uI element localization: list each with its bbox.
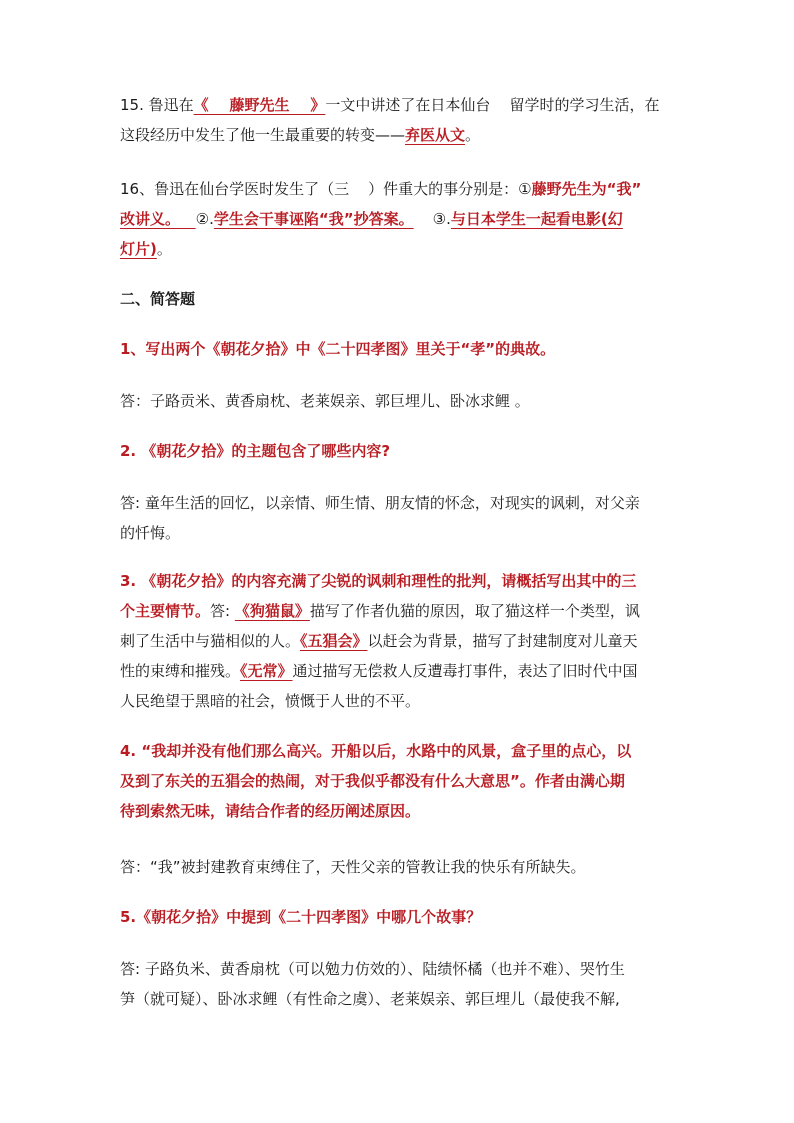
q15-line-2 — [120, 120, 676, 150]
q15-line2-end: 。 — [465, 126, 481, 144]
fill-question-15 — [120, 90, 676, 150]
q15-middle-text: 一文中讲述了在日本仙台 留学时的学习生活，在 — [325, 96, 660, 114]
sa3-desc-1a: 描写了作者仇猫的原因，取了猫这样一个类型，讽 — [309, 602, 640, 620]
section-heading: 二、简答题 — [120, 290, 196, 308]
q16-answer-3b: 灯片) — [120, 240, 157, 258]
q15-line-1 — [120, 90, 676, 120]
q15-answer-work-title: 《 藤野先生 》 — [193, 96, 326, 114]
sa4-question-line-1: 4. “我却并没有他们那么高兴。开船以后，水路中的风景，盒子里的点心，以 — [120, 742, 632, 760]
q16-answer-1b: 改讲义。 — [120, 210, 196, 228]
sa1-question: 1、写出两个《朝花夕拾》中《二十四孝图》里关于“孝”的典故。 — [120, 340, 556, 358]
sa2-question: 2. 《朝花夕拾》的主题包含了哪些内容? — [120, 442, 391, 460]
sa5-answer — [120, 954, 676, 1014]
sa3-title-3: 《无常》 — [240, 662, 293, 680]
q16-answer-2: 学生会干事诬陷“我”抄答案。 — [213, 210, 414, 228]
fill-question-16 — [120, 174, 676, 264]
sa4-question — [120, 736, 676, 826]
sa3-line-5: 人民绝望于黑暗的社会，愤慨于人世的不平。 — [120, 692, 421, 710]
sa5-answer-line-1: 答: 子路负米、黄香扇枕（可以勉力仿效的）、陆绩怀橘（也并不难）、哭竹生 — [120, 960, 625, 978]
q16-line-1 — [120, 174, 676, 204]
sa3-desc-1b: 刺了生活中与猫相似的人。 — [120, 632, 301, 650]
q16-prefix: 16、鲁迅在仙台学医时发生了（三 ）件重大的事分别是：① — [120, 180, 532, 198]
sa2-answer — [120, 488, 676, 548]
sa2-answer-line-2: 的忏悔。 — [120, 524, 181, 542]
sa3-block — [120, 566, 676, 716]
sa4-question-line-3: 待到索然无味，请结合作者的经历阐述原因。 — [120, 802, 421, 820]
sa2-answer-line-1: 答: 童年生活的回忆，以亲情、师生情、朋友情的怀念，对现实的讽刺，对父亲 — [120, 494, 640, 512]
sa4-question-line-2: 及到了东关的五猖会的热闹，对于我似乎都没有什么大意思”。作者由满心期 — [120, 772, 625, 790]
q16-line-2 — [120, 204, 676, 234]
q16-line-3 — [120, 234, 676, 264]
sa3-desc-3a: 通过描写无偿救人反遭毒打事件，表达了旧时代中国 — [292, 662, 638, 680]
q15-line2-prefix: 这段经历中发生了他一生最重要的转变—— — [120, 126, 406, 144]
sa3-title-1: 《狗猫鼠》 — [234, 602, 310, 620]
sa5-question: 5.《朝花夕拾》中提到《二十四孝图》中哪几个故事？ — [120, 908, 482, 926]
sa3-line-2 — [120, 596, 676, 626]
sa3-question-line-1: 3. 《朝花夕拾》的内容充满了尖锐的讽刺和理性的批判，请概括写出其中的三 — [120, 572, 637, 590]
q15-prefix: 15. 鲁迅在 — [120, 96, 194, 114]
sa4-answer: 答：“我”被封建教育束缚住了，天性父亲的管教让我的快乐有所缺失。 — [120, 858, 586, 876]
sa3-desc-2b: 性的束缚和摧残。 — [120, 662, 241, 680]
sa3-answer-prefix: 答: — [210, 602, 235, 620]
sa3-line-3 — [120, 626, 676, 656]
sa3-line-4 — [120, 656, 676, 686]
q16-answer-1a: 藤野先生为“我” — [531, 180, 642, 198]
sa3-question-end: 个主要情节。 — [120, 602, 211, 620]
sa1-answer: 答：子路贡米、黄香扇枕、老莱娱亲、郭巨埋儿、卧冰求鲤 。 — [120, 392, 530, 410]
sa5-answer-line-2: 笋（就可疑）、卧冰求鲤（有性命之虞）、老莱娱亲、郭巨埋儿（最使我不解, — [120, 990, 620, 1008]
sa3-title-2: 《五猖会》 — [300, 632, 368, 650]
q16-sep-3: ③. — [413, 210, 451, 228]
q15-answer-turning-point: 弃医从文 — [405, 126, 466, 144]
q16-end: 。 — [156, 240, 172, 258]
sa3-desc-2a: 以赶会为背景，描写了封建制度对儿童天 — [367, 632, 638, 650]
q16-answer-3a: 与日本学生一起看电影(幻 — [450, 210, 623, 228]
q16-sep-2: ②. — [195, 210, 214, 228]
